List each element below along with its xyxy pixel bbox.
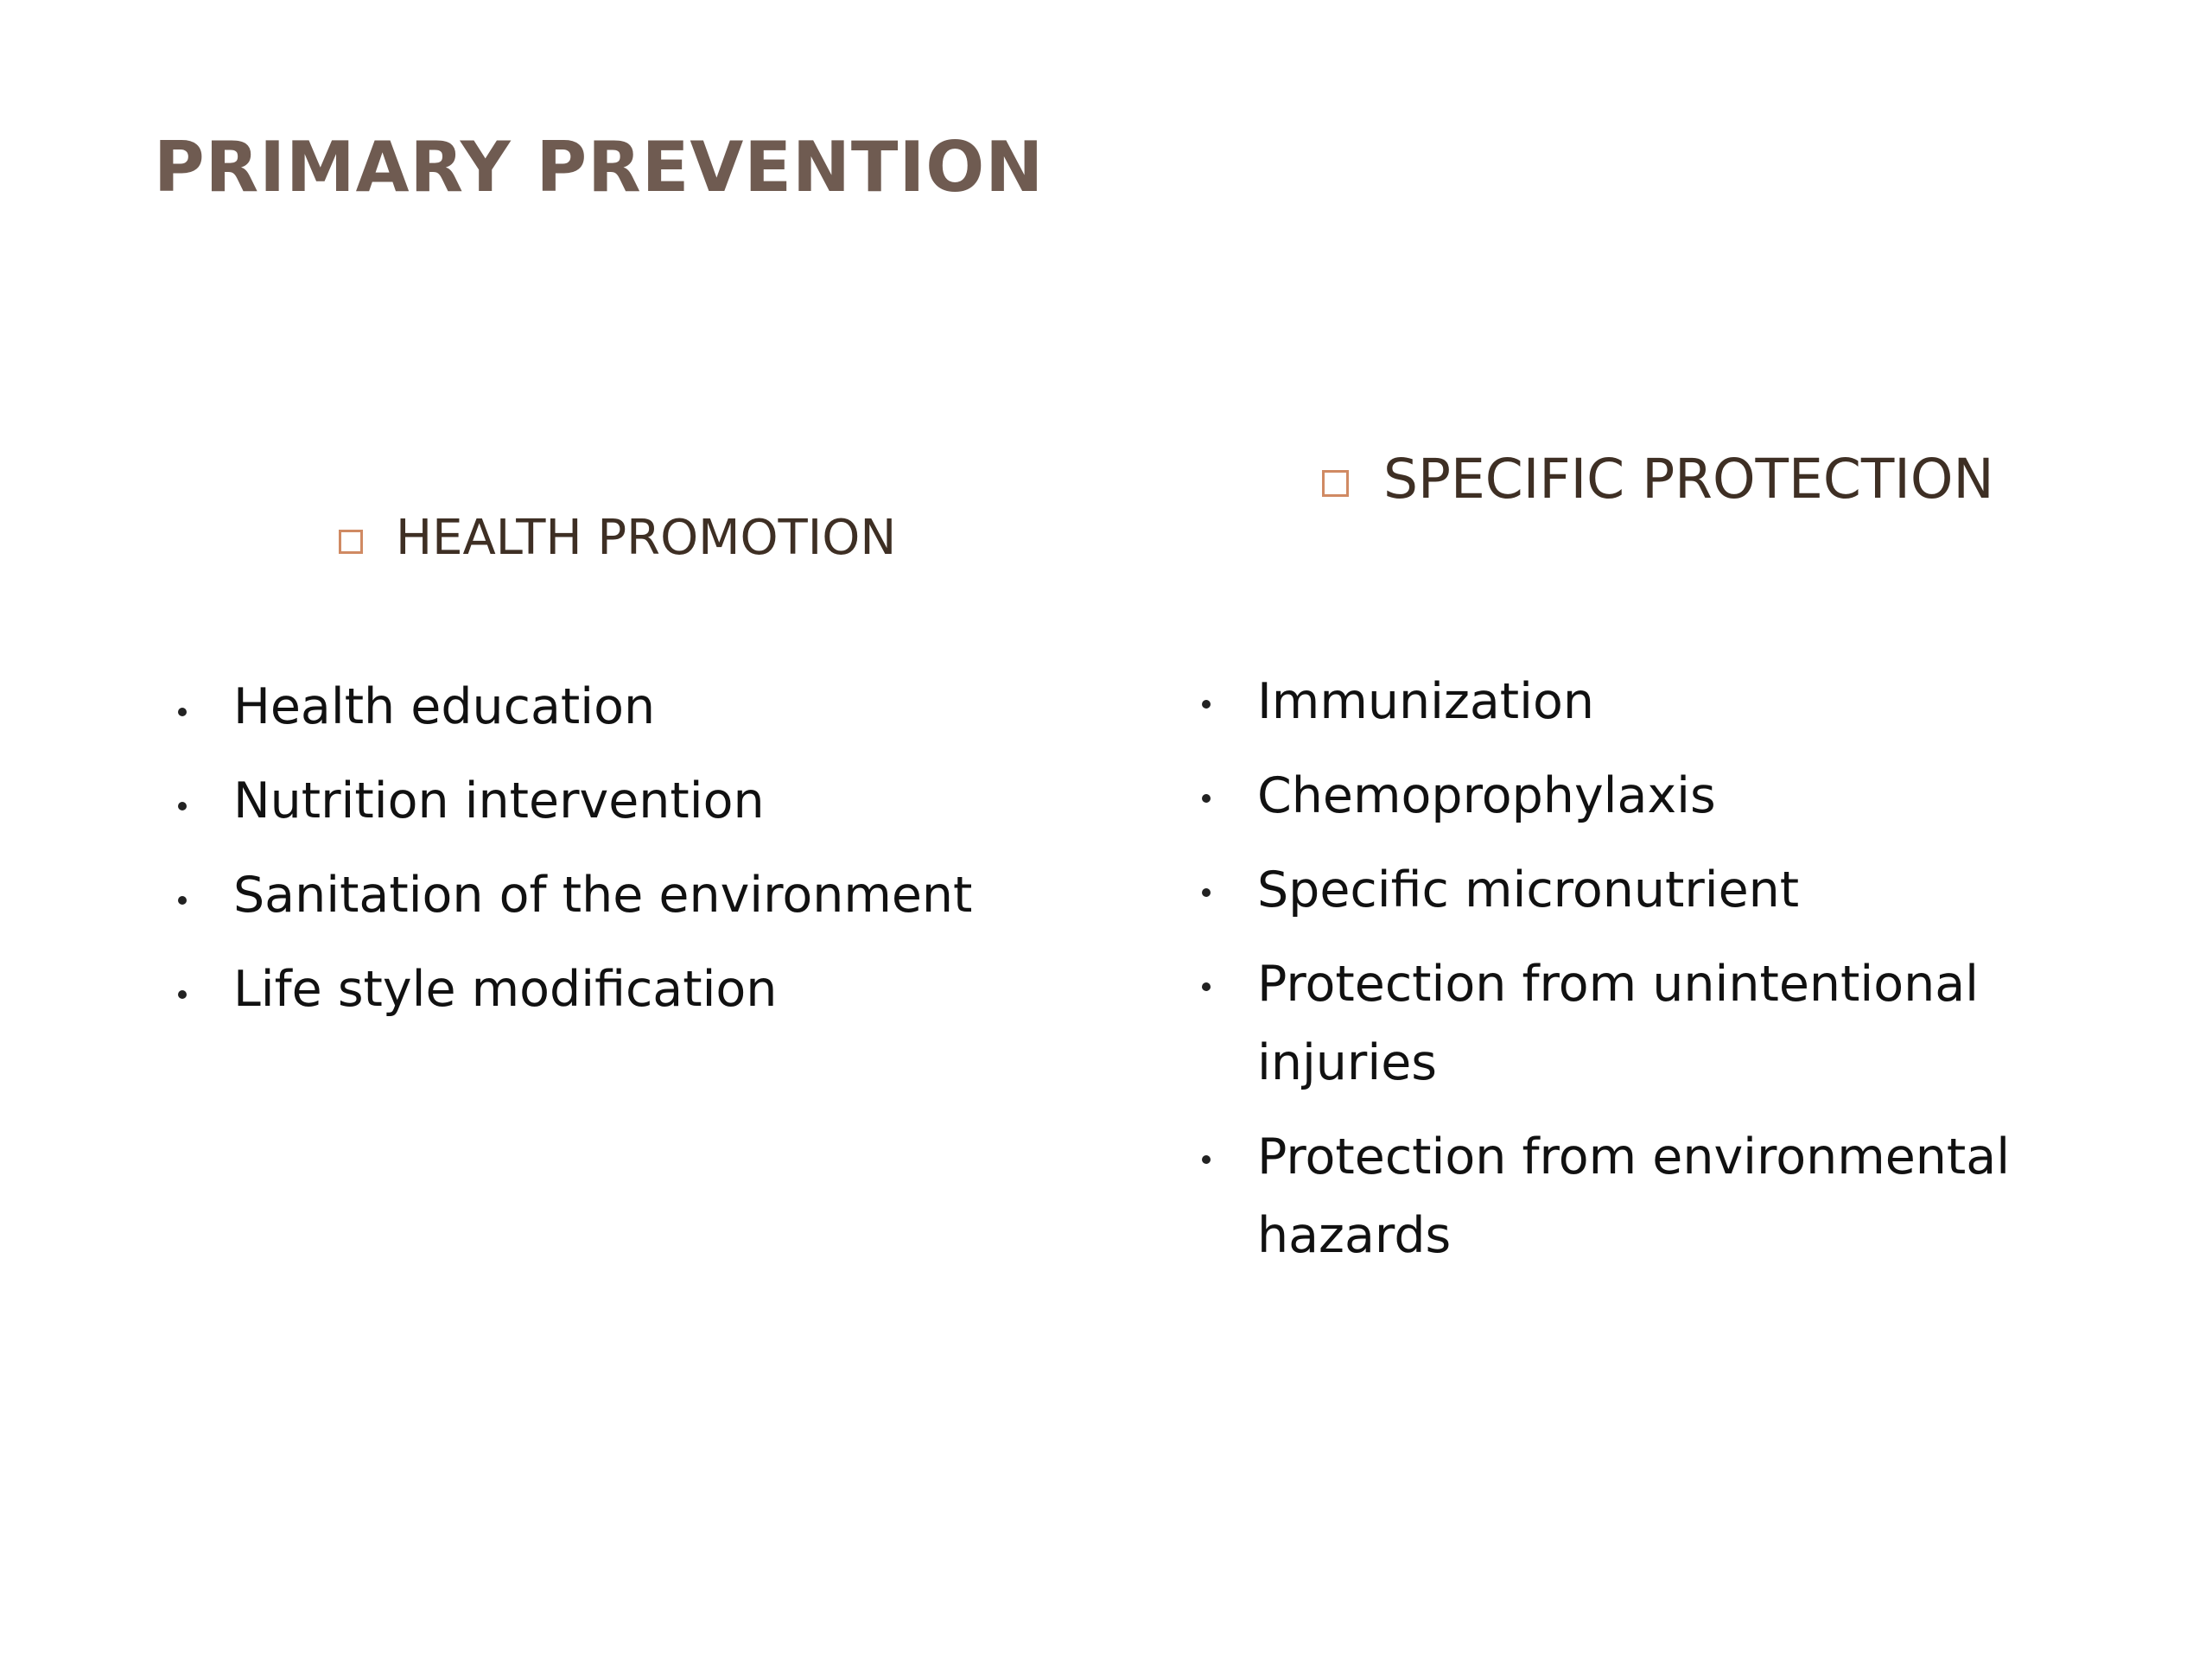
- specific-protection-list: [1257, 663, 2104, 1291]
- list-item-text: Health education: [233, 678, 656, 735]
- bullet-dot-icon: [1202, 700, 1211, 709]
- list-item-text: Protection from unintentional injuries: [1257, 956, 1979, 1091]
- list-item-text: Life style modification: [233, 961, 778, 1018]
- hollow-square-bullet-icon: [1322, 470, 1349, 497]
- list-item-text: Immunization: [1257, 673, 1594, 730]
- specific-protection-heading: [1322, 448, 1994, 511]
- bullet-dot-icon: [1202, 794, 1211, 803]
- bullet-dot-icon: [1202, 888, 1211, 897]
- list-item-text: Specific micronutrient: [1257, 861, 1800, 918]
- bullet-dot-icon: [178, 802, 187, 810]
- list-item: [1257, 757, 2104, 836]
- bullet-dot-icon: [178, 896, 187, 905]
- list-item-text: Chemoprophylaxis: [1257, 767, 1716, 824]
- bullet-dot-icon: [1202, 1155, 1211, 1164]
- list-item: [1257, 945, 2104, 1103]
- slide-title: PRIMARY PREVENTION: [154, 127, 1045, 207]
- bullet-dot-icon: [178, 708, 187, 716]
- list-item-text: Nutrition intervention: [233, 772, 765, 830]
- specific-protection-heading-label: SPECIFIC PROTECTION: [1383, 448, 1994, 511]
- list-item: [1257, 1118, 2104, 1275]
- bullet-dot-icon: [178, 990, 187, 999]
- list-item: [1257, 851, 2104, 930]
- bullet-dot-icon: [1202, 982, 1211, 991]
- list-item-text: Protection from environmental hazards: [1257, 1128, 2011, 1264]
- health-promotion-heading: [339, 510, 896, 566]
- hollow-square-bullet-icon: [339, 530, 363, 554]
- list-item-text: Sanitation of the environment: [233, 867, 973, 924]
- list-item: [1257, 663, 2104, 741]
- health-promotion-heading-label: HEALTH PROMOTION: [396, 510, 897, 566]
